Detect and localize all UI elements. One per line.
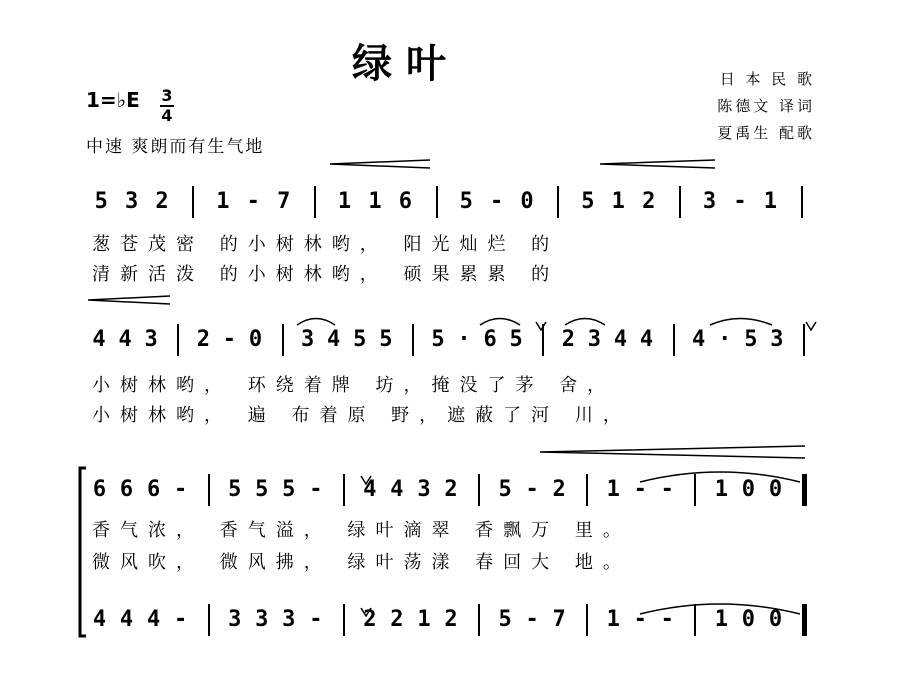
note: 3 [282, 607, 296, 632]
duration-dash: - [309, 477, 323, 502]
duration-dash: - [174, 607, 188, 632]
barline [343, 474, 345, 506]
lyric-line-4: 小树林哟， 遍 布着原 野，遮蔽了河 川， [92, 405, 631, 426]
final-barline [802, 474, 807, 506]
note: 5 [255, 477, 269, 502]
note: 5 [228, 477, 242, 502]
duration-dash: - [490, 189, 504, 214]
note: 6 [398, 189, 412, 214]
credit-translator: 陈德文 译词 [717, 97, 815, 115]
note: 3 [702, 189, 717, 214]
barline [208, 474, 210, 506]
note: 1 [606, 477, 620, 502]
note: 2 [642, 189, 656, 214]
note: 5 [498, 607, 512, 632]
note: 4 [119, 607, 134, 632]
duration-dash: - [633, 607, 647, 632]
duration-dash: - [633, 477, 647, 502]
barline [673, 324, 675, 356]
notation-row-1 [86, 182, 816, 222]
note: 6 [146, 477, 161, 502]
note: 1 [337, 189, 352, 214]
key-signature: 1=♭E [86, 88, 140, 112]
barline [282, 324, 284, 356]
note: 4 [92, 607, 107, 632]
note: 3 [300, 327, 315, 352]
barline [803, 324, 805, 356]
note: 7 [552, 607, 566, 632]
note: 3 [125, 189, 139, 214]
note: 4 [692, 327, 706, 352]
crescendo-hairpin-4 [540, 446, 805, 458]
note: 5 [282, 477, 296, 502]
note: 0 [741, 477, 756, 502]
notation-row-3 [86, 470, 816, 510]
note: · [718, 327, 732, 352]
note: 3 [417, 477, 431, 502]
lyric-line-1: 葱苍茂密 的小树林哟， 阳光灿烂 的 [92, 234, 560, 255]
barline [586, 474, 588, 506]
note: 4 [92, 327, 106, 352]
duration-dash: - [309, 607, 323, 632]
note: 6 [119, 477, 134, 502]
final-barline [802, 604, 807, 636]
barline [177, 324, 179, 356]
note: 3 [228, 607, 242, 632]
note: 0 [741, 607, 756, 632]
lyric-line-2: 清新活泼 的小树林哟， 硕果累累 的 [92, 264, 560, 285]
barline [694, 604, 696, 636]
note: 2 [363, 607, 377, 632]
duration-dash: - [174, 477, 188, 502]
note: 1 [368, 189, 382, 214]
duration-dash: - [660, 607, 674, 632]
barline [192, 186, 194, 218]
note: 1 [606, 607, 620, 632]
notation-row-4 [86, 600, 816, 640]
note: 2 [390, 607, 404, 632]
note: 6 [92, 477, 107, 502]
note: 4 [146, 607, 161, 632]
note: 1 [714, 607, 728, 632]
credit-origin: 日 本 民 歌 [719, 70, 815, 88]
barline [557, 186, 559, 218]
duration-dash: - [733, 189, 747, 214]
barline [478, 604, 480, 636]
note: 2 [552, 477, 566, 502]
duration-dash: - [525, 607, 539, 632]
note: 6 [483, 327, 497, 352]
barline [478, 474, 480, 506]
note: 4 [363, 477, 377, 502]
crescendo-hairpin-3 [88, 296, 170, 304]
crescendo-hairpin-1 [330, 160, 430, 168]
lyric-line-3: 小树林哟， 环绕着牌 坊，掩没了茅 舍， [92, 375, 616, 396]
lyric-line-6: 微风吹， 微风拂， 绿叶荡漾 春回大 地。 [92, 552, 631, 573]
barline [412, 324, 414, 356]
tempo-marking: 中速 爽朗而有生气地 [86, 137, 265, 157]
duration-dash: - [660, 477, 674, 502]
note: · [457, 327, 471, 352]
note: 3 [144, 327, 158, 352]
note: 2 [444, 607, 458, 632]
note: 1 [763, 189, 777, 214]
note: 2 [561, 327, 575, 352]
note: 2 [155, 189, 169, 214]
note: 3 [770, 327, 784, 352]
duration-dash: - [222, 327, 237, 352]
barline [586, 604, 588, 636]
note: 5 [353, 327, 367, 352]
note: 7 [277, 189, 291, 214]
note: 4 [118, 327, 132, 352]
note: 5 [744, 327, 758, 352]
duration-dash: - [525, 477, 539, 502]
note: 1 [611, 189, 625, 214]
note: 0 [768, 477, 783, 502]
note: 4 [613, 327, 628, 352]
note: 5 [379, 327, 393, 352]
note: 5 [509, 327, 523, 352]
credit-arranger: 夏禹生 配歌 [717, 124, 815, 142]
song-title: 绿叶 [352, 41, 460, 87]
barline [542, 324, 544, 356]
barline [208, 604, 210, 636]
lyric-line-5: 香气浓， 香气溢， 绿叶滴翠 香飘万 里。 [92, 520, 631, 541]
note: 5 [431, 327, 445, 352]
note: 4 [327, 327, 341, 352]
barline [314, 186, 316, 218]
note: 5 [94, 189, 108, 214]
note: 4 [639, 327, 654, 352]
note: 1 [216, 189, 230, 214]
note: 1 [714, 477, 728, 502]
barline [436, 186, 438, 218]
note: 0 [768, 607, 783, 632]
note: 3 [255, 607, 269, 632]
barline [801, 186, 803, 218]
duration-dash: - [246, 189, 260, 214]
crescendo-hairpin-2 [600, 160, 715, 168]
note: 5 [498, 477, 512, 502]
note: 0 [520, 189, 534, 214]
note: 5 [581, 189, 595, 214]
note: 1 [417, 607, 431, 632]
barline [679, 186, 681, 218]
note: 5 [459, 189, 473, 214]
time-signature-top: 3 [161, 86, 173, 105]
notation-row-2 [86, 320, 816, 360]
note: 4 [390, 477, 404, 502]
note: 0 [248, 327, 263, 352]
note: 2 [196, 327, 210, 352]
note: 2 [444, 477, 458, 502]
barline [343, 604, 345, 636]
time-signature-bottom: 4 [161, 106, 173, 125]
note: 3 [587, 327, 602, 352]
barline [694, 474, 696, 506]
